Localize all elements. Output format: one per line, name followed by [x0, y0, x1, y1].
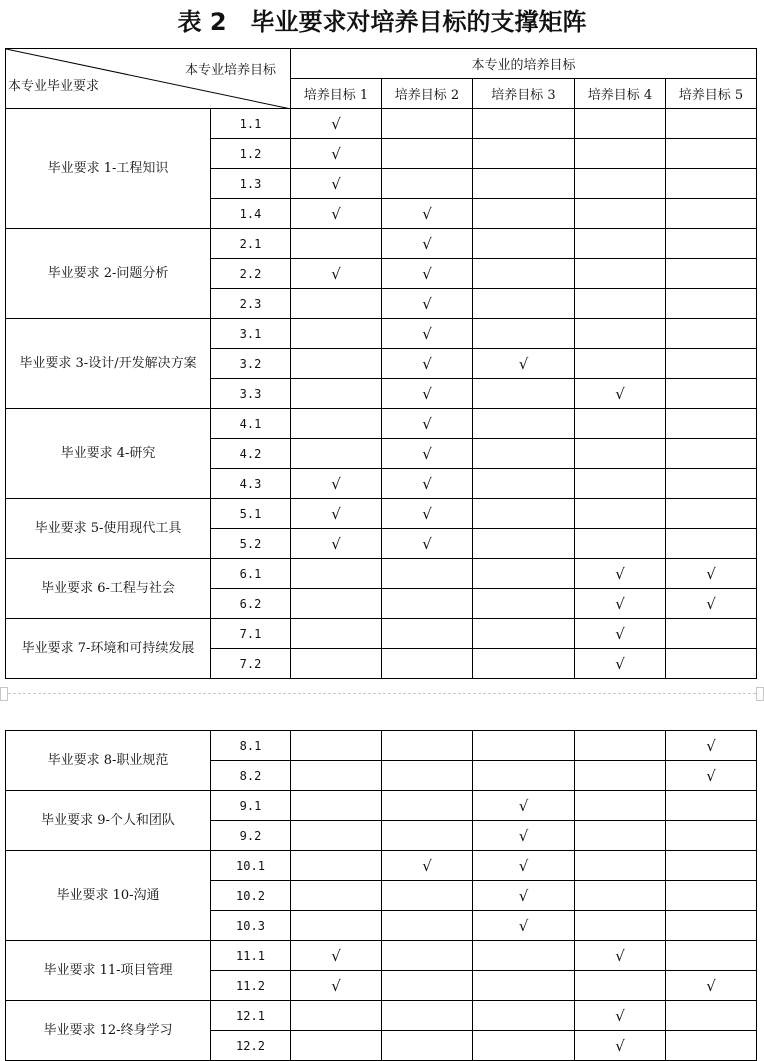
support-cell-goal-4 — [575, 731, 666, 761]
support-cell-goal-2 — [382, 881, 473, 911]
requirement-cell: 毕业要求 10-沟通 — [6, 851, 211, 941]
support-cell-goal-3 — [473, 499, 575, 529]
support-cell-goal-1 — [291, 791, 382, 821]
support-cell-goal-3 — [473, 971, 575, 1001]
requirement-cell: 毕业要求 11-项目管理 — [6, 941, 211, 1001]
support-cell-goal-4 — [575, 319, 666, 349]
support-cell-goal-3 — [473, 229, 575, 259]
support-cell-goal-1 — [291, 289, 382, 319]
sub-indicator-cell: 12.1 — [211, 1001, 291, 1031]
support-cell-goal-2 — [382, 941, 473, 971]
support-cell-goal-3 — [473, 911, 575, 941]
support-cell-goal-5 — [666, 289, 757, 319]
table-row — [6, 409, 757, 439]
support-cell-goal-3 — [473, 319, 575, 349]
support-cell-goal-1 — [291, 469, 382, 499]
support-cell-goal-3 — [473, 1031, 575, 1061]
check-mark: √ — [331, 174, 341, 193]
support-cell-goal-3 — [473, 109, 575, 139]
support-cell-goal-1 — [291, 259, 382, 289]
sub-indicator-cell: 11.1 — [211, 941, 291, 971]
check-mark: √ — [706, 736, 716, 755]
page-title: 表 2 毕业要求对培养目标的支撑矩阵 — [177, 8, 587, 36]
support-cell-goal-2 — [382, 469, 473, 499]
support-cell-goal-1 — [291, 499, 382, 529]
check-mark: √ — [331, 144, 341, 163]
support-cell-goal-1 — [291, 619, 382, 649]
support-cell-goal-5 — [666, 649, 757, 679]
support-cell-goal-4 — [575, 1031, 666, 1061]
sub-indicator-cell: 10.2 — [211, 881, 291, 911]
sub-indicator-cell: 4.2 — [211, 439, 291, 469]
goals-group-header: 本专业的培养目标 — [291, 49, 757, 79]
support-cell-goal-2 — [382, 851, 473, 881]
support-cell-goal-4 — [575, 821, 666, 851]
support-cell-goal-1 — [291, 1001, 382, 1031]
requirement-cell: 毕业要求 8-职业规范 — [6, 731, 211, 791]
requirement-cell: 毕业要求 7-环境和可持续发展 — [6, 619, 211, 679]
support-cell-goal-3 — [473, 761, 575, 791]
support-cell-goal-5 — [666, 529, 757, 559]
check-mark: √ — [518, 916, 529, 935]
support-cell-goal-4 — [575, 229, 666, 259]
check-mark: √ — [706, 594, 716, 613]
sub-indicator-cell: 4.3 — [211, 469, 291, 499]
support-cell-goal-5 — [666, 469, 757, 499]
sub-indicator-cell: 7.1 — [211, 619, 291, 649]
support-cell-goal-5 — [666, 941, 757, 971]
support-cell-goal-1 — [291, 851, 382, 881]
support-cell-goal-3 — [473, 259, 575, 289]
support-cell-goal-2 — [382, 229, 473, 259]
sub-indicator-cell: 8.2 — [211, 761, 291, 791]
support-cell-goal-4 — [575, 559, 666, 589]
support-cell-goal-4 — [575, 529, 666, 559]
goal-header-3: 培养目标 3 — [473, 79, 575, 109]
support-cell-goal-1 — [291, 439, 382, 469]
support-cell-goal-5 — [666, 619, 757, 649]
check-mark: √ — [706, 766, 716, 785]
sub-indicator-cell: 2.2 — [211, 259, 291, 289]
check-mark: √ — [422, 354, 432, 373]
support-cell-goal-5 — [666, 589, 757, 619]
support-cell-goal-1 — [291, 229, 382, 259]
sub-indicator-cell: 3.3 — [211, 379, 291, 409]
check-mark: √ — [331, 504, 341, 523]
table-row — [6, 851, 757, 881]
support-cell-goal-1 — [291, 589, 382, 619]
sub-indicator-cell: 9.1 — [211, 791, 291, 821]
sub-indicator-cell: 3.1 — [211, 319, 291, 349]
support-cell-goal-5 — [666, 559, 757, 589]
support-cell-goal-4 — [575, 1001, 666, 1031]
check-mark: √ — [706, 976, 716, 995]
support-cell-goal-2 — [382, 791, 473, 821]
support-cell-goal-2 — [382, 319, 473, 349]
table-row — [6, 559, 757, 589]
sub-indicator-cell: 1.1 — [211, 109, 291, 139]
support-cell-goal-3 — [473, 409, 575, 439]
check-mark: √ — [331, 264, 341, 283]
check-mark: √ — [615, 654, 625, 673]
support-cell-goal-1 — [291, 881, 382, 911]
support-cell-goal-4 — [575, 761, 666, 791]
support-cell-goal-5 — [666, 319, 757, 349]
sub-indicator-cell: 9.2 — [211, 821, 291, 851]
support-cell-goal-1 — [291, 649, 382, 679]
sub-indicator-cell: 3.2 — [211, 349, 291, 379]
check-mark: √ — [422, 294, 432, 313]
check-mark: √ — [615, 1036, 625, 1055]
support-cell-goal-5 — [666, 911, 757, 941]
support-cell-goal-2 — [382, 731, 473, 761]
check-mark: √ — [615, 384, 625, 403]
support-cell-goal-2 — [382, 559, 473, 589]
check-mark: √ — [331, 534, 341, 553]
support-cell-goal-4 — [575, 379, 666, 409]
support-cell-goal-1 — [291, 941, 382, 971]
support-cell-goal-5 — [666, 139, 757, 169]
support-cell-goal-5 — [666, 409, 757, 439]
table-row — [6, 619, 757, 649]
corner-header-cell — [6, 49, 291, 109]
table-row — [6, 109, 757, 139]
matrix-table-page-1 — [5, 48, 757, 679]
support-cell-goal-3 — [473, 731, 575, 761]
support-cell-goal-4 — [575, 259, 666, 289]
check-mark: √ — [422, 534, 432, 553]
support-cell-goal-5 — [666, 881, 757, 911]
support-cell-goal-1 — [291, 731, 382, 761]
requirement-cell: 毕业要求 5-使用现代工具 — [6, 499, 211, 559]
requirement-cell: 毕业要求 12-终身学习 — [6, 1001, 211, 1061]
support-cell-goal-5 — [666, 259, 757, 289]
support-cell-goal-5 — [666, 821, 757, 851]
check-mark: √ — [422, 474, 432, 493]
requirement-cell: 毕业要求 6-工程与社会 — [6, 559, 211, 619]
support-cell-goal-2 — [382, 649, 473, 679]
check-mark: √ — [422, 234, 432, 253]
support-cell-goal-3 — [473, 139, 575, 169]
support-cell-goal-3 — [473, 199, 575, 229]
support-cell-goal-4 — [575, 349, 666, 379]
check-mark: √ — [615, 594, 625, 613]
check-mark: √ — [518, 354, 529, 373]
support-cell-goal-3 — [473, 169, 575, 199]
check-mark: √ — [422, 264, 432, 283]
matrix-table-page-2 — [5, 730, 757, 1061]
support-cell-goal-2 — [382, 109, 473, 139]
support-cell-goal-3 — [473, 289, 575, 319]
check-mark: √ — [422, 324, 432, 343]
support-cell-goal-2 — [382, 499, 473, 529]
check-mark: √ — [331, 204, 341, 223]
page-break-separator — [0, 684, 764, 704]
support-cell-goal-4 — [575, 649, 666, 679]
support-cell-goal-2 — [382, 1031, 473, 1061]
support-cell-goal-1 — [291, 529, 382, 559]
check-mark: √ — [422, 504, 432, 523]
support-cell-goal-4 — [575, 109, 666, 139]
corner-label-requirements: 本专业毕业要求 — [8, 79, 100, 94]
support-cell-goal-3 — [473, 821, 575, 851]
check-mark: √ — [518, 796, 529, 815]
sub-indicator-cell: 12.2 — [211, 1031, 291, 1061]
check-mark: √ — [422, 414, 432, 433]
table-row — [6, 499, 757, 529]
support-cell-goal-4 — [575, 851, 666, 881]
support-cell-goal-2 — [382, 619, 473, 649]
check-mark: √ — [422, 384, 432, 403]
support-cell-goal-1 — [291, 821, 382, 851]
table-row — [6, 319, 757, 349]
support-cell-goal-4 — [575, 139, 666, 169]
support-cell-goal-3 — [473, 559, 575, 589]
support-cell-goal-4 — [575, 409, 666, 439]
support-cell-goal-1 — [291, 319, 382, 349]
support-cell-goal-4 — [575, 469, 666, 499]
sub-indicator-cell: 1.3 — [211, 169, 291, 199]
support-cell-goal-2 — [382, 289, 473, 319]
support-cell-goal-1 — [291, 911, 382, 941]
support-cell-goal-3 — [473, 349, 575, 379]
check-mark: √ — [331, 474, 341, 493]
requirement-cell: 毕业要求 3-设计/开发解决方案 — [6, 319, 211, 409]
requirement-cell: 毕业要求 9-个人和团队 — [6, 791, 211, 851]
support-cell-goal-4 — [575, 169, 666, 199]
goal-header-1: 培养目标 1 — [291, 79, 382, 109]
support-cell-goal-4 — [575, 881, 666, 911]
support-cell-goal-3 — [473, 379, 575, 409]
goal-header-4: 培养目标 4 — [575, 79, 666, 109]
support-cell-goal-4 — [575, 971, 666, 1001]
goal-header-5: 培养目标 5 — [666, 79, 757, 109]
check-mark: √ — [615, 946, 625, 965]
support-cell-goal-5 — [666, 731, 757, 761]
table-row — [6, 791, 757, 821]
support-cell-goal-5 — [666, 379, 757, 409]
support-cell-goal-2 — [382, 139, 473, 169]
sub-indicator-cell: 4.1 — [211, 409, 291, 439]
support-cell-goal-3 — [473, 851, 575, 881]
sub-indicator-cell: 1.4 — [211, 199, 291, 229]
table-row — [6, 731, 757, 761]
support-cell-goal-2 — [382, 529, 473, 559]
support-cell-goal-5 — [666, 971, 757, 1001]
support-cell-goal-4 — [575, 199, 666, 229]
support-cell-goal-4 — [575, 589, 666, 619]
requirement-cell: 毕业要求 2-问题分析 — [6, 229, 211, 319]
support-cell-goal-2 — [382, 259, 473, 289]
check-mark: √ — [615, 624, 625, 643]
support-cell-goal-1 — [291, 971, 382, 1001]
support-cell-goal-2 — [382, 971, 473, 1001]
check-mark: √ — [518, 826, 529, 845]
support-cell-goal-2 — [382, 349, 473, 379]
support-cell-goal-5 — [666, 169, 757, 199]
support-cell-goal-2 — [382, 1001, 473, 1031]
support-cell-goal-1 — [291, 409, 382, 439]
sub-indicator-cell: 11.2 — [211, 971, 291, 1001]
sub-indicator-cell: 1.2 — [211, 139, 291, 169]
support-cell-goal-5 — [666, 761, 757, 791]
support-cell-goal-5 — [666, 1001, 757, 1031]
check-mark: √ — [422, 444, 432, 463]
support-cell-goal-4 — [575, 499, 666, 529]
sub-indicator-cell: 2.3 — [211, 289, 291, 319]
support-cell-goal-5 — [666, 349, 757, 379]
check-mark: √ — [331, 946, 341, 965]
support-cell-goal-2 — [382, 199, 473, 229]
sub-indicator-cell: 8.1 — [211, 731, 291, 761]
support-cell-goal-5 — [666, 439, 757, 469]
support-cell-goal-2 — [382, 169, 473, 199]
support-cell-goal-3 — [473, 469, 575, 499]
support-cell-goal-2 — [382, 761, 473, 791]
check-mark: √ — [422, 204, 432, 223]
support-cell-goal-1 — [291, 761, 382, 791]
sub-indicator-cell: 6.2 — [211, 589, 291, 619]
sub-indicator-cell: 7.2 — [211, 649, 291, 679]
support-cell-goal-4 — [575, 619, 666, 649]
support-cell-goal-3 — [473, 791, 575, 821]
table-row — [6, 1001, 757, 1031]
check-mark: √ — [615, 564, 625, 583]
table-row — [6, 941, 757, 971]
support-cell-goal-3 — [473, 941, 575, 971]
support-cell-goal-3 — [473, 1001, 575, 1031]
support-cell-goal-2 — [382, 409, 473, 439]
support-cell-goal-1 — [291, 559, 382, 589]
check-mark: √ — [331, 976, 341, 995]
support-cell-goal-1 — [291, 139, 382, 169]
sub-indicator-cell: 5.1 — [211, 499, 291, 529]
support-cell-goal-4 — [575, 289, 666, 319]
sub-indicator-cell: 2.1 — [211, 229, 291, 259]
requirement-cell: 毕业要求 4-研究 — [6, 409, 211, 499]
support-cell-goal-5 — [666, 199, 757, 229]
support-cell-goal-3 — [473, 881, 575, 911]
support-cell-goal-2 — [382, 821, 473, 851]
support-cell-goal-5 — [666, 229, 757, 259]
check-mark: √ — [518, 856, 529, 875]
sub-indicator-cell: 10.1 — [211, 851, 291, 881]
support-cell-goal-2 — [382, 589, 473, 619]
table-row — [6, 229, 757, 259]
support-cell-goal-5 — [666, 1031, 757, 1061]
sub-indicator-cell: 6.1 — [211, 559, 291, 589]
support-cell-goal-1 — [291, 379, 382, 409]
check-mark: √ — [615, 1006, 625, 1025]
check-mark: √ — [422, 856, 432, 875]
check-mark: √ — [518, 886, 529, 905]
support-cell-goal-1 — [291, 1031, 382, 1061]
support-cell-goal-3 — [473, 589, 575, 619]
support-cell-goal-5 — [666, 851, 757, 881]
support-cell-goal-2 — [382, 379, 473, 409]
support-cell-goal-4 — [575, 439, 666, 469]
support-cell-goal-3 — [473, 619, 575, 649]
support-cell-goal-1 — [291, 169, 382, 199]
support-cell-goal-1 — [291, 199, 382, 229]
support-cell-goal-5 — [666, 499, 757, 529]
support-cell-goal-3 — [473, 439, 575, 469]
support-cell-goal-5 — [666, 791, 757, 821]
support-cell-goal-3 — [473, 649, 575, 679]
support-cell-goal-4 — [575, 941, 666, 971]
support-cell-goal-2 — [382, 439, 473, 469]
support-cell-goal-5 — [666, 109, 757, 139]
check-mark: √ — [706, 564, 716, 583]
sub-indicator-cell: 10.3 — [211, 911, 291, 941]
support-cell-goal-3 — [473, 529, 575, 559]
check-mark: √ — [331, 114, 341, 133]
corner-label-goals: 本专业培养目标 — [184, 63, 276, 78]
support-cell-goal-2 — [382, 911, 473, 941]
sub-indicator-cell: 5.2 — [211, 529, 291, 559]
requirement-cell: 毕业要求 1-工程知识 — [6, 109, 211, 229]
goal-header-2: 培养目标 2 — [382, 79, 473, 109]
support-cell-goal-1 — [291, 349, 382, 379]
support-cell-goal-4 — [575, 791, 666, 821]
support-cell-goal-4 — [575, 911, 666, 941]
support-cell-goal-1 — [291, 109, 382, 139]
